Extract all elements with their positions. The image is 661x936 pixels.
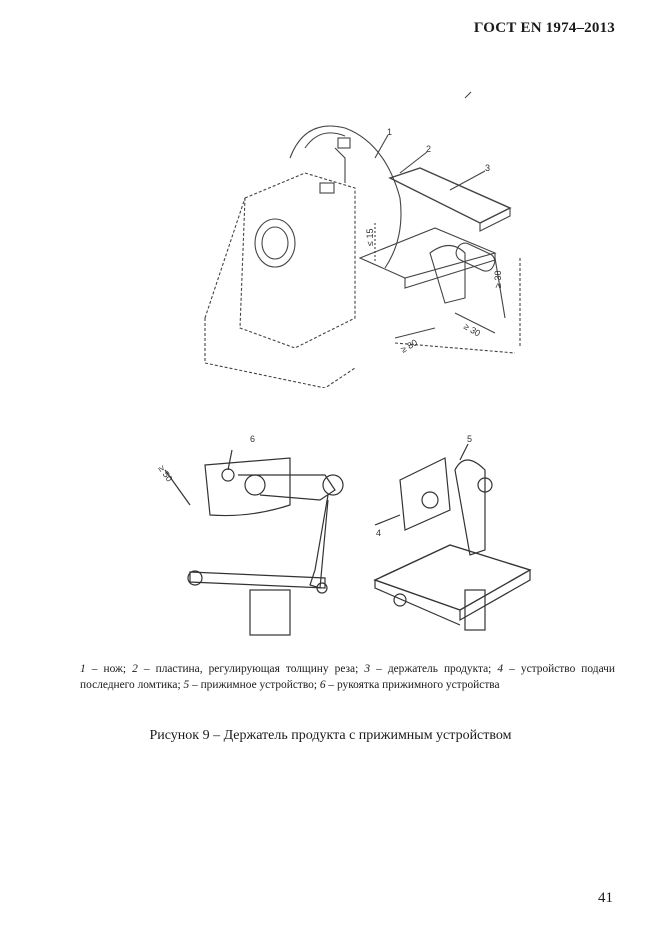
legend-text-4: – устройство подачи последнего ломтика; [80,663,615,691]
legend-num-3: 3 [364,663,371,675]
figure-legend [80,661,615,693]
callout-2: 2 [426,144,432,154]
dimension-ge-30-horizontal: ≥ 30 [462,321,483,339]
bottom-left-figure [150,430,360,640]
legend-text-1: – нож; [85,663,133,675]
legend-num-1: 1 [80,663,86,675]
legend-text-2: – пластина, регулирующая толщину реза; [137,663,365,675]
pressing-device-drawing [370,430,550,640]
legend-num-5: 5 [183,679,190,691]
top-figure [195,88,535,388]
callout-4: 4 [376,528,382,538]
legend-text-6: – рукоятка прижимного устройства [325,679,500,691]
dimension-le-15: ≤ 15 [365,228,375,246]
legend-text-5: – прижимное устройство; [189,679,320,691]
callout-1: 1 [387,127,393,137]
handle-detail-drawing [150,430,360,640]
dimension-ge-50: ≥ 50 [156,463,175,484]
slicer-isometric-drawing [195,88,535,388]
figure-caption: Рисунок 9 – Держатель продукта с прижимным устройством [149,728,512,743]
callout-3: 3 [485,163,491,173]
callout-5: 5 [467,434,473,444]
dimension-ge-30-vertical: ≥ 30 [493,270,503,288]
document-header: ГОСТ EN 1974–2013 [473,20,615,36]
legend-text-3: – держатель продукта; [370,663,498,675]
bottom-right-figure [370,430,550,640]
callout-6: 6 [250,434,256,444]
page-number: 41 [598,890,613,906]
legend-num-4: 4 [497,663,504,675]
legend-num-2: 2 [132,663,138,675]
dimension-ge-80: ≥ 80 [399,337,420,355]
legend-num-6: 6 [319,679,326,691]
